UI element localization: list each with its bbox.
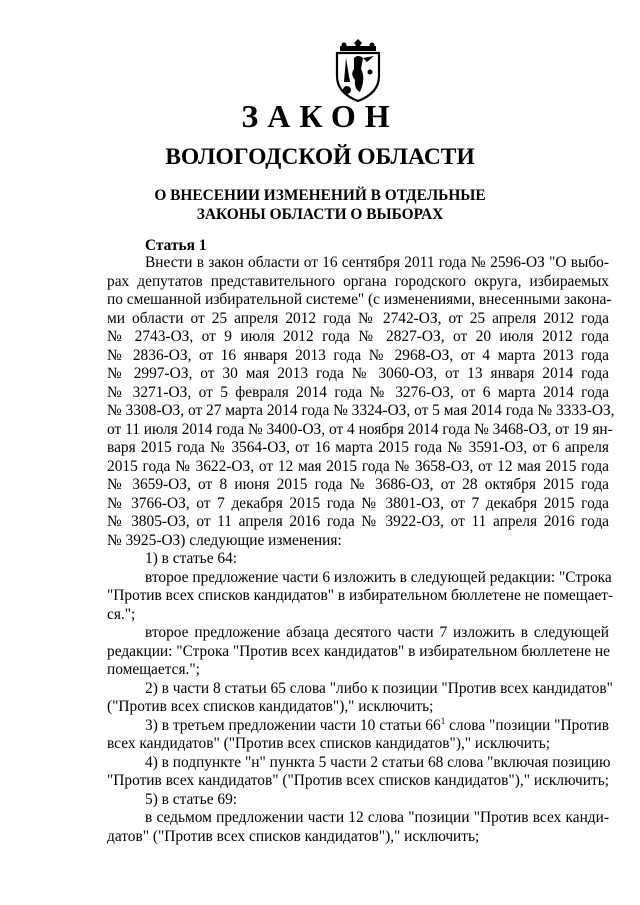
text-line: 5) в статье 69:	[145, 790, 238, 808]
text-line: № 2743-ОЗ, от 9 июля 2012 года № 2827-ОЗ, от 20 июля 2012 года	[107, 328, 609, 345]
text-line: в седьмом предложении части 12 слова "позиции "Против всех канди-	[145, 809, 609, 826]
article-heading: Статья 1	[145, 237, 207, 254]
text-line: датов" ("Против всех списков кандидатов")," исключить;	[107, 827, 480, 845]
text-line: ми области от 25 апреля 2012 года № 2742-ОЗ, от 25 апреля 2012 года	[107, 309, 609, 327]
text-line: № 3271-ОЗ, от 5 февраля 2014 года № 3276-ОЗ, от 6 марта 2014 года	[107, 383, 609, 401]
text-line: редакции: "Строка "Против всех кандидатов" в избирательном бюллетене не	[107, 642, 610, 660]
text-line: № 3766-ОЗ, от 7 декабря 2015 года № 3801-ОЗ, от 7 декабря 2015 года	[107, 494, 609, 512]
text-line: варя 2015 года № 3564-ОЗ, от 16 марта 2015 года № 3591-ОЗ, от 6 апреля	[107, 439, 609, 456]
text-fragment: 3) в третьем предложении части 10 статьи 66	[145, 716, 441, 734]
text-line: "Против всех списков кандидатов" в избирательном бюллетене не помещает-	[107, 587, 614, 604]
superscript: 1	[440, 715, 446, 726]
text-line: 2) в части 8 статьи 65 слова "либо к позиции "Против всех кандидатов"	[145, 679, 613, 697]
text-line: 1) в статье 64:	[145, 550, 238, 567]
text-line: ся.";	[107, 605, 136, 623]
text-line: № 3805-ОЗ, от 11 апреля 2016 года № 3922-ОЗ, от 11 апреля 2016 года	[107, 513, 609, 530]
law-subject-line: О ВНЕСЕНИИ ИЗМЕНЕНИЙ В ОТДЕЛЬНЫЕ	[154, 187, 486, 204]
text-line: помещается.";	[107, 661, 200, 678]
text-line: второе предложение части 6 изложить в следующей редакции: "Строка	[145, 568, 612, 586]
article-body	[0, 254, 640, 846]
text-line: от 11 июля 2014 года № 3400-ОЗ, от 4 ноября 2014 года № 3468-ОЗ, от 19 ян-	[107, 420, 613, 438]
coat-of-arms-icon	[333, 38, 383, 102]
text-line: Внести в закон области от 16 сентября 2011 года № 2596-ОЗ "О выбо-	[145, 254, 609, 271]
text-fragment: слова "позиции "Против	[445, 716, 609, 734]
law-title: ЗАКОН	[241, 98, 399, 134]
text-line: 2015 года № 3622-ОЗ, от 12 мая 2015 года № 3658-ОЗ, от 12 мая 2015 года	[107, 457, 609, 475]
text-line: по смешанной избирательной системе" (с изменениями, внесенными закона-	[107, 291, 612, 308]
text-line: 4) в подпункте "н" пункта 5 части 2 статьи 68 слова "включая позицию	[145, 753, 611, 771]
text-line: № 3659-ОЗ, от 8 июня 2015 года № 3686-ОЗ, от 28 октября 2015 года	[107, 476, 609, 493]
text-line: рах депутатов представительного органа городского округа, избираемых	[107, 272, 609, 290]
text-line: "Против всех кандидатов" ("Против всех списков кандидатов")," исключить;	[107, 772, 609, 789]
text-line: № 3308-ОЗ, от 27 марта 2014 года № 3324-ОЗ, от 5 мая 2014 года № 3333-ОЗ,	[107, 402, 615, 419]
text-line: № 2997-ОЗ, от 30 мая 2013 года № 3060-ОЗ, от 13 января 2014 года	[107, 365, 609, 382]
text-line: второе предложение абзаца десятого части 7 изложить в следующей	[145, 624, 609, 641]
text-line: всех кандидатов" ("Против всех списков кандидатов")," исключить;	[107, 735, 551, 752]
text-line: № 2836-ОЗ, от 16 января 2013 года № 2968-ОЗ, от 4 марта 2013 года	[107, 346, 609, 364]
text-line: ("Против всех списков кандидатов")," исключить;	[107, 698, 434, 715]
law-subject-line: ЗАКОНЫ ОБЛАСТИ О ВЫБОРАХ	[196, 206, 444, 223]
law-subject	[0, 186, 640, 224]
text-line: № 3925-ОЗ) следующие изменения:	[107, 531, 342, 549]
law-region: ВОЛОГОДСКОЙ ОБЛАСТИ	[165, 144, 475, 170]
text-line	[145, 717, 609, 736]
